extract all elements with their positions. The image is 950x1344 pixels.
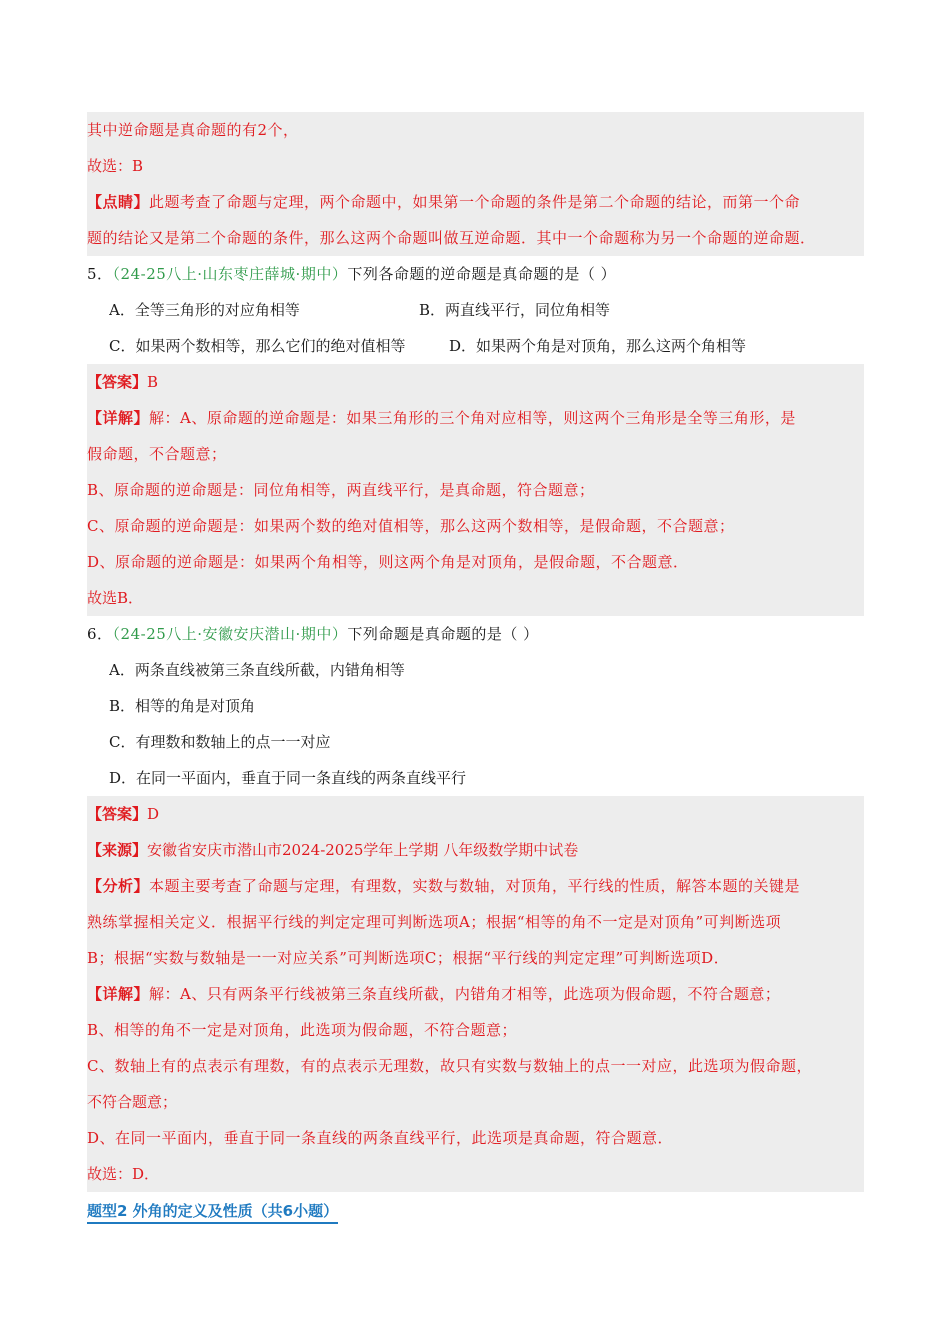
option-c: C．如果两个数相等，那么它们的绝对值相等: [109, 337, 406, 355]
question-source: （24-25八上·山东枣庄薛城·期中）: [112, 265, 348, 283]
detail-line-3: C、数轴上有的点表示有理数，有的点表示无理数，故只有实数与数轴上的点一一对应，此选项为假命题，: [87, 1057, 812, 1075]
answer-line: [87, 364, 864, 400]
detail-line-6: 故选B．: [87, 589, 144, 607]
answer-tag: 【答案】: [87, 373, 148, 391]
analysis-line: [87, 868, 864, 904]
question-source: （24-25八上·安徽安庆潜山·期中）: [112, 625, 348, 643]
detail-line-2: 假命题，不合题意；: [87, 445, 227, 463]
detail-line-3: B、原命题的逆命题是：同位角相等，两直线平行，是真命题，符合题意；: [87, 481, 595, 499]
detail-line-5: D、原命题的逆命题是：如果两个角相等，则这两个角是对顶角，是假命题，不合题意．: [87, 553, 689, 571]
detail-line-5: D、在同一平面内，垂直于同一条直线的两条直线平行，此选项是真命题，符合题意．: [87, 1129, 674, 1147]
options-row-cd: [109, 328, 864, 364]
detail-text: 解：A、只有两条平行线被第三条直线所截，内错角才相等，此选项为假命题，不符合题意；: [149, 985, 781, 1003]
answer-value: B: [147, 373, 159, 391]
tip-tag: 【点睛】: [87, 193, 150, 211]
section-heading: 题型2 外角的定义及性质（共6小题）: [87, 1200, 338, 1224]
option-a: A．两条直线被第三条直线所截，内错角相等: [109, 661, 405, 679]
detail-line-4: 不符合题意；: [87, 1093, 178, 1111]
question-stem: 下列命题是真命题的是（ ）: [347, 625, 539, 643]
option-b: B．相等的角是对顶角: [109, 697, 256, 715]
question-6-answer-box: [87, 796, 864, 1192]
source-text: 安徽省安庆市潜山市2024-2025学年上学期 八年级数学期中试卷: [147, 841, 579, 859]
answer-line: [87, 796, 864, 832]
detail-text: 解：A、原命题的逆命题是：如果三角形的三个角对应相等，则这两个三角形是全等三角形，是: [149, 409, 796, 427]
question-5: [87, 256, 864, 364]
option-c: C．有理数和数轴上的点一一对应: [109, 733, 331, 751]
detail-line-6: 故选：D．: [87, 1165, 160, 1183]
analysis-text: 本题主要考查了命题与定理，有理数，实数与数轴，对顶角，平行线的性质，解答本题的关键是: [149, 877, 801, 895]
prev-answer-box: [87, 112, 864, 256]
detail-tag: 【详解】: [87, 985, 150, 1003]
question-5-stem: [87, 256, 864, 292]
detail-line-4: C、原命题的逆命题是：如果两个数的绝对值相等，那么这两个数相等，是假命题，不合题意；: [87, 517, 735, 535]
analysis-tag: 【分析】: [87, 877, 150, 895]
question-number: 5．: [87, 265, 113, 283]
option-a: A．全等三角形的对应角相等: [109, 301, 300, 319]
detail-line: [87, 400, 864, 436]
answer-value: D: [147, 805, 160, 823]
tip-text: 此题考查了命题与定理，两个命题中，如果第一个命题的条件是第二个命题的结论，而第一个命: [149, 193, 801, 211]
document-body: [87, 112, 864, 1224]
source-tag: 【来源】: [87, 841, 148, 859]
question-6-stem: [87, 616, 864, 652]
options-row-ab: [109, 292, 864, 328]
analysis-line-2: 熟练掌握相关定义．根据平行线的判定定理可判断选项A；根据“相等的角不一定是对顶角”可判断选项: [87, 913, 782, 931]
option-d: D．在同一平面内，垂直于同一条直线的两条直线平行: [109, 769, 467, 787]
detail-line-2: B、相等的角不一定是对顶角，此选项为假命题，不符合题意；: [87, 1021, 518, 1039]
source-line: [87, 832, 864, 868]
prev-choice-line: 故选：B: [87, 157, 144, 175]
analysis-line-3: B；根据“实数与数轴是一一对应关系”可判断选项C；根据“平行线的判定定理”可判断选项D．: [87, 949, 730, 967]
answer-tag: 【答案】: [87, 805, 148, 823]
question-stem: 下列各命题的逆命题是真命题的是（ ）: [347, 265, 617, 283]
question-number: 6．: [87, 625, 113, 643]
option-b: B．两直线平行，同位角相等: [419, 301, 611, 319]
option-d: D．如果两个角是对顶角，那么这两个角相等: [449, 337, 747, 355]
question-5-answer-box: [87, 364, 864, 616]
prev-tip-line: [87, 184, 864, 220]
prev-tip-line-2: 题的结论又是第二个命题的条件，那么这两个命题叫做互逆命题．其中一个命题称为另一个命题的逆命题．: [87, 229, 816, 247]
prev-text-line: 其中逆命题是真命题的有2个，: [87, 121, 299, 139]
detail-line: [87, 976, 864, 1012]
detail-tag: 【详解】: [87, 409, 150, 427]
question-6: [87, 616, 864, 796]
